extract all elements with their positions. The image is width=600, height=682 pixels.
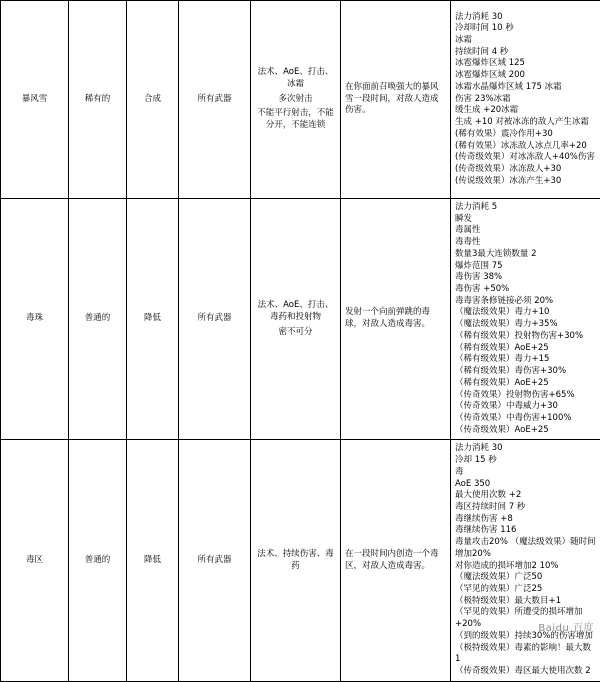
stat-line: 伤害 23%冰霜 (455, 94, 596, 106)
spell-tag: 法术、AoE、打击、冰霜 (255, 67, 336, 90)
stat-line: 最大使用次数 +2 (455, 490, 596, 502)
stat-line: （极特级效果）最大数目+1 (455, 596, 596, 608)
stat-line: 毒区持续时间 7 秒 (455, 502, 596, 514)
stat-line: （稀有级效果）投射物伤害+30% (455, 331, 596, 343)
spell-craft: 合成 (127, 1, 179, 199)
spell-tag: 不能平行射击，不能分开，不能连锁 (255, 108, 336, 131)
stat-line: （罕见的效果）广泛25 (455, 584, 596, 596)
stat-line: （传奇级效果）毒区最大使用次数 2 (455, 666, 596, 678)
stat-line: AoE 350 (455, 479, 596, 491)
spell-craft: 降低 (127, 440, 179, 681)
spell-name: 毒珠 (1, 199, 69, 440)
stat-line: 冰雹爆炸区域 200 (455, 70, 596, 82)
stat-line: 生成 +10 对被冰冻的敌人产生冰霜 (455, 117, 596, 129)
spell-weapon: 所有武器 (179, 440, 251, 681)
stat-line: 毒毒性 (455, 237, 596, 249)
stat-line: (传说级效果）冰冻产生+30 (455, 176, 596, 188)
stat-line: （传奇效果）中毒威力+30 (455, 401, 596, 413)
stat-line: 对你造成的损坏增加2 10% (455, 561, 596, 573)
table-row (1, 199, 600, 440)
stat-line: 冰雹爆炸区域 125 (455, 58, 596, 70)
stat-line: （稀有级效果）AoE+25 (455, 378, 596, 390)
stat-line: （到的级效果）持续30%的伤害增加 (455, 631, 596, 643)
stat-line: （稀有级效果）毒伤害+30% (455, 366, 596, 378)
spell-tag: 多次射击 (255, 94, 336, 106)
stat-line: 冰霜 (455, 35, 596, 47)
spell-tag: 法术、AoE、打击、毒药和投射物 (255, 300, 336, 323)
table-row (1, 1, 600, 199)
stat-line: 毒属性 (455, 225, 596, 237)
spell-name: 暴风雪 (1, 1, 69, 199)
stat-line: 毒伤害 +50% (455, 284, 596, 296)
stat-line: （传奇效果）中毒伤害+100% (455, 413, 596, 425)
stat-line: 冷却 15 秒 (455, 455, 596, 467)
stat-line: 法力消耗 30 (455, 12, 596, 24)
stat-line: 冰霜水晶爆炸区域 175 冰霜 (455, 82, 596, 94)
spell-weapon: 所有武器 (179, 199, 251, 440)
spell-craft: 降低 (127, 199, 179, 440)
stat-line: （罕见的效果）所遭受的损坏增加+20% (455, 607, 596, 630)
stat-line: (传奇级效果）冰冻敌人+30 (455, 164, 596, 176)
stat-line: （魔法级效果）广泛50 (455, 572, 596, 584)
spell-rarity: 稀有的 (69, 1, 127, 199)
stat-line: （魔法级效果）毒力+35% (455, 319, 596, 331)
stat-line: 瞬发 (455, 214, 596, 226)
spell-weapon: 所有武器 (179, 1, 251, 199)
spell-tag: 密不可分 (255, 327, 336, 339)
spell-rarity: 普通的 (69, 440, 127, 681)
spell-tags (251, 1, 341, 199)
stat-line: （传奇效果）投射物伤害+65% (455, 390, 596, 402)
stat-line: （稀有级效果）AoE+25 (455, 343, 596, 355)
stat-line: (稀有效果）震冷作用+30 (455, 129, 596, 141)
stat-line: （传奇级效果）AoE+25 (455, 425, 596, 437)
spell-stats (451, 199, 600, 440)
stat-line: 毒量攻击20% （魔法级效果）随时间增加20% (455, 537, 596, 560)
stat-line: 毒继续伤害 +8 (455, 514, 596, 526)
stat-line: （稀有级效果）毒力+15 (455, 354, 596, 366)
stat-line: 爆炸范围 75 (455, 261, 596, 273)
spell-tags (251, 440, 341, 681)
stat-line: (传奇级效果）对冰冻敌人+40%伤害 (455, 152, 596, 164)
stat-line: 法力消耗 30 (455, 443, 596, 455)
stat-line: 冷却时间 10 秒 (455, 23, 596, 35)
watermark: Baidu 百度 (538, 619, 594, 634)
stat-line: 缓生成 +20冰霜 (455, 105, 596, 117)
stat-line: 毒伤害 38% (455, 272, 596, 284)
stat-line: 毒 (455, 467, 596, 479)
spell-rarity: 普通的 (69, 199, 127, 440)
stat-line: 数量3最大连锁数量 2 (455, 249, 596, 261)
spell-tags (251, 199, 341, 440)
spell-description: 在你面前召唤强大的暴风雪一段时间，对敌人造成伤害。 (341, 1, 451, 199)
spell-description: 在一段时间内创造一个毒区，对敌人造成毒害。 (341, 440, 451, 681)
table-body (1, 1, 600, 682)
stat-line: 毒毒害条修链接必须 20% (455, 296, 596, 308)
table-row (1, 440, 600, 681)
stat-line: （极特级效果）毒素的影响！最大数 1 (455, 643, 596, 666)
stat-line: （魔法级效果）毒力+10 (455, 307, 596, 319)
spell-description: 发射一个向前弹跳的毒球，对敌人造成毒害。 (341, 199, 451, 440)
spell-tag: 法术、持续伤害、毒药 (255, 549, 336, 572)
stat-line: 持续时间 4 秒 (455, 47, 596, 59)
stat-line: 毒继续伤害 116 (455, 525, 596, 537)
stat-line: 法力消耗 5 (455, 202, 596, 214)
spell-name: 毒区 (1, 440, 69, 681)
stat-line: (稀有效果）冰冻敌人冰点几率+20 (455, 141, 596, 153)
spell-stats (451, 1, 600, 199)
spell-stats (451, 440, 600, 681)
